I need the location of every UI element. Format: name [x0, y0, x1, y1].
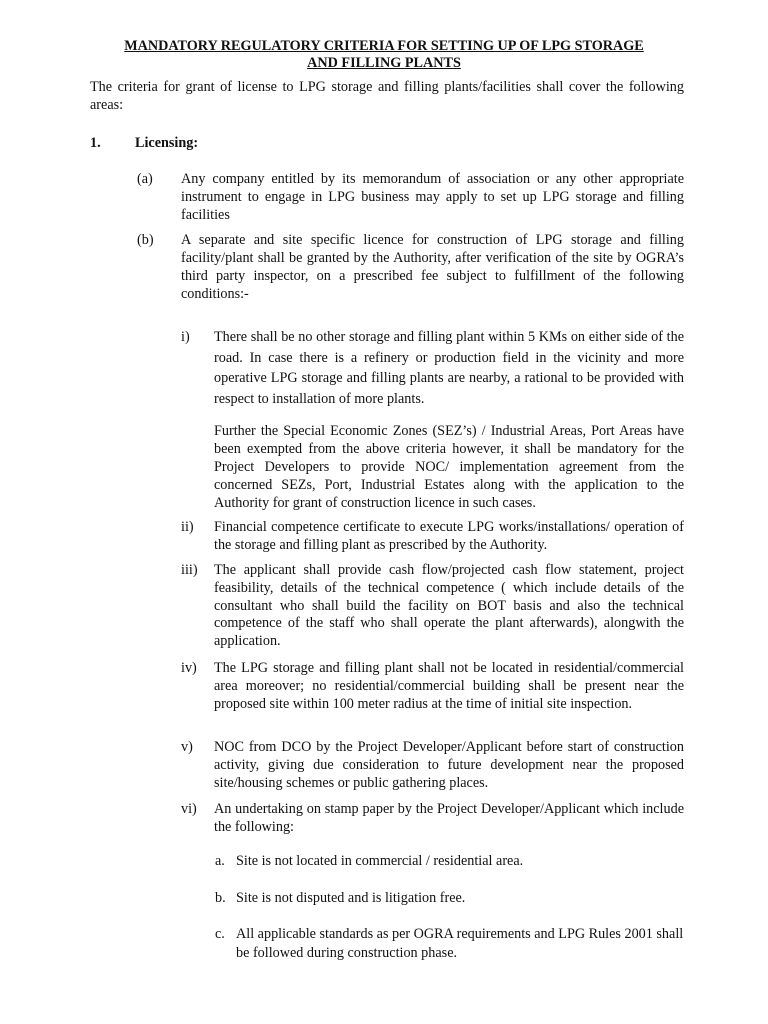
condition-ii — [181, 518, 684, 554]
section-number: 1. — [90, 135, 101, 151]
condition-text: NOC from DCO by the Project Developer/Applicant before start of construction activity, giving due consideration to future development near the proposed site/housing schemes or public gathering places. — [214, 739, 684, 791]
clause-b — [137, 231, 684, 303]
undertaking-label: b. — [215, 890, 226, 906]
undertaking-item-a — [215, 852, 684, 871]
condition-i-note: Further the Special Economic Zones (SEZ’s) / Industrial Areas, Port Areas have been exempted from the above criteria however, it shall be mandatory for the Project Developers to provide NOC/ implementation agreement from the concerned SEZs, Port, Industrial Estates along with the application to the Authority for grant of construction licence in such cases. — [214, 423, 684, 511]
condition-label: v) — [181, 739, 193, 755]
undertaking-item-c — [215, 925, 684, 963]
condition-iii — [181, 562, 684, 651]
title-line-2: AND FILLING PLANTS — [307, 55, 461, 71]
clause-label: (a) — [137, 171, 153, 187]
section-title: Licensing: — [135, 135, 199, 151]
condition-text: An undertaking on stamp paper by the Project Developer/Applicant which include the following: — [214, 801, 684, 835]
condition-text: Financial competence certificate to execute LPG works/installations/ operation of the storage and filling plant as prescribed by the Authority. — [214, 519, 684, 553]
undertaking-text: Site is not located in commercial / residential area. — [236, 853, 524, 869]
condition-vi — [181, 800, 684, 836]
clause-label: (b) — [137, 232, 154, 248]
condition-i — [181, 327, 684, 409]
clause-text: Any company entitled by its memorandum of association or any other appropriate instrument to engage in LPG business may apply to set up LPG storage and filling facilities — [181, 171, 684, 223]
undertaking-item-b — [215, 889, 684, 908]
condition-label: ii) — [181, 519, 194, 535]
title-line-1: MANDATORY REGULATORY CRITERIA FOR SETTING UP OF LPG STORAGE — [124, 38, 644, 54]
condition-label: vi) — [181, 801, 197, 817]
document-title — [80, 38, 688, 72]
condition-label: iii) — [181, 562, 198, 578]
condition-text: The applicant shall provide cash flow/projected cash flow statement, project feasibility, details of the technical competence ( which include details of the consultant who shall build the facility on BOT basis and also the technical competence of the staff who shall operate the plant afterwards), alongwith the application. — [214, 562, 684, 650]
condition-label: iv) — [181, 660, 197, 676]
undertaking-text: All applicable standards as per OGRA requirements and LPG Rules 2001 shall be followed during construction phase. — [236, 926, 684, 961]
condition-text: There shall be no other storage and filling plant within 5 KMs on either side of the road. In case there is a refinery or production field in the vicinity and more operative LPG storage and filling plants are nearby, a rational to be provided with respect to installation of more plants. — [214, 329, 684, 407]
undertaking-label: c. — [215, 926, 225, 942]
condition-text: The LPG storage and filling plant shall not be located in residential/commercial area moreover; no residential/commercial building shall be present near the proposed site within 100 meter radius at the time of initial site inspection. — [214, 660, 684, 712]
clause-text: A separate and site specific licence for construction of LPG storage and filling facility/plant shall be granted by the Authority, after verification of the site by OGRA’s third party inspector, on a prescribed fee subject to fulfillment of the following conditions:- — [181, 232, 684, 302]
undertaking-text: Site is not disputed and is litigation free. — [236, 890, 466, 906]
clause-a — [137, 170, 684, 224]
condition-v — [181, 738, 684, 792]
intro-paragraph: The criteria for grant of license to LPG storage and filling plants/facilities shall cover the following areas: — [90, 79, 684, 113]
condition-label: i) — [181, 329, 190, 345]
condition-iv — [181, 659, 684, 713]
section-heading — [90, 135, 198, 152]
undertaking-label: a. — [215, 853, 225, 869]
